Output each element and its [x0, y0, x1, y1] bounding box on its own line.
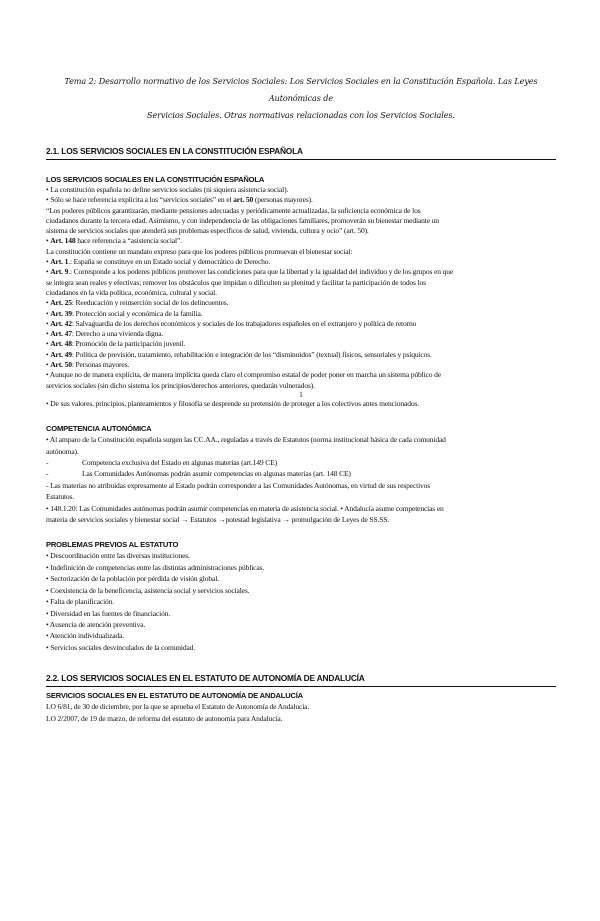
- article-item: • Art. 42: Salvaguardia de los derechos económicos y sociales de los trabajadores españoles en el extranjero y política de retorno: [46, 318, 417, 328]
- paragraph-line: La constitución contiene un mandato expreso para que los poderes públicos promuevan el bienestar social:: [46, 246, 353, 256]
- list-item: • Sectorización de la población por pérdida de visión global.: [46, 574, 219, 584]
- article-item: • Art. 50: Personas mayores.: [46, 360, 130, 370]
- subheading-estatuto-andalucia: SERVICIOS SOCIALES EN EL ESTATUTO DE AUTONOMÍA DE ANDALUCÍA: [46, 691, 303, 701]
- title-line-1: Tema 2: Desarrollo normativo de los Servicios Sociales: Los Servicios Sociales en la Constitución Española. Las Leyes Autonómicas de: [64, 76, 538, 103]
- article-item: • Art. 25: Reeducación y reinserción social de los delincuentes.: [46, 298, 229, 308]
- paragraph-line: LO 6/81, de 30 de diciembre, por la que se aprueba el Estatuto de Autonomía de Andalucía.: [46, 702, 310, 712]
- estatuto-body: [46, 701, 556, 724]
- article-item: • Art. 47: Derecho a una vivienda digna.: [46, 329, 164, 339]
- dash-item: - Competencia exclusiva del Estado en algunas materias (art.149 CE): [46, 458, 277, 468]
- paragraph-line: • 148.1.20: Las Comunidades autónomas podrán asumir competencias en materia de asistencia social. • Andalucía asume competencias en: [46, 503, 444, 513]
- list-item: • Diversidad en las fuentes de financiación.: [46, 608, 171, 618]
- subheading-competencia-autonomica: COMPETENCIA AUTONÓMICA: [46, 424, 152, 434]
- section-heading-2-1: 2.1. LOS SERVICIOS SOCIALES EN LA CONSTITUCIÓN ESPAÑOLA: [46, 146, 556, 160]
- subheading-problemas-previos: PROBLEMAS PREVIOS AL ESTATUTO: [46, 540, 179, 550]
- paragraph-line: • Al amparo de la Constitución española surgen las CC.AA., reguladas a través de Estatutos (norma institucional básica de cada comunidad: [46, 435, 446, 445]
- quote-line: sistema de servicios sociales que atenderá sus problemas específicos de salud, vivienda, cultura y ocio” (art. 50).: [46, 226, 369, 236]
- quote-line: ciudadanos durante la tercera edad. Asimismo, y con independencia de las obligaciones familiares, promoverán su bienestar mediante un: [46, 215, 439, 225]
- section-heading-2-2: 2.2. LOS SERVICIOS SOCIALES EN EL ESTATUTO DE AUTONOMÍA DE ANDALUCÍA: [46, 673, 556, 687]
- list-item: • Descoordinación entre las diversas instituciones.: [46, 551, 190, 561]
- list-item: • Ausencia de atención preventiva.: [46, 619, 146, 629]
- paragraph-line: • Sólo se hace referencia explícita a los “servicios sociales” en el art. 50 (personas mayores).: [46, 195, 313, 205]
- quote-line: “Los poderes públicos garantizarán, mediante pensiones adecuadas y periódicamente actualizadas, la suficiencia económica de los: [46, 205, 421, 215]
- list-item: • Atención individualizada.: [46, 631, 125, 641]
- paragraph-line: • La constitución española no define servicios sociales (ni siquiera asistencia social).: [46, 185, 289, 194]
- paragraph-line: LO 2/2007, de 19 de marzo, de reforma del estatuto de autonomía para Andalucía.: [46, 713, 283, 723]
- paragraph-line: - Las materias no atribuidas expresamente al Estado podrán corresponder a las Comunidades Autónomas, en virtud de sus respectivos: [46, 480, 431, 490]
- article-item: • Art. 9.: Corresponde a los poderes públicos promover las condiciones para que la libertad y la igualdad del individuo y de los grupos en que: [46, 267, 454, 277]
- document-page: [0, 73, 600, 921]
- list-item: • Servicios sociales desvinculados de la comunidad.: [46, 642, 196, 652]
- autonomia-body: [46, 434, 556, 525]
- paragraph-line: servicios sociales (sin dicho sistema los principios/derechos anteriores, quedarán vulnerados).: [46, 380, 315, 390]
- list-item: • Falta de planificación.: [46, 597, 115, 607]
- paragraph-line: • Art. 148 hace referencia a “asistencia social”.: [46, 236, 182, 246]
- paragraph-line: autónoma).: [46, 446, 79, 456]
- paragraph-line: Estatutos.: [46, 492, 75, 502]
- paragraph-line: • Aunque no de manera explícita, de manera implícita queda claro el compromiso estatal de poder poner en marcha un sistema público de: [46, 370, 441, 380]
- article-item: • Art. 39: Protección social y económica de la familia.: [46, 308, 203, 318]
- paragraph-line: se integra sean reales y efectivas; remover los obstáculos que impidan o dificulten su plenitud y facilitar la participación de todos los: [46, 277, 426, 287]
- constitucion-body: [46, 185, 556, 409]
- title-line-2: Servicios Sociales. Otras normativas relacionadas con los Servicios Sociales.: [147, 110, 455, 120]
- page-number: 1: [299, 389, 303, 399]
- subheading-constitucion: LOS SERVICIOS SOCIALES EN LA CONSTITUCIÓN ESPAÑOLA: [46, 175, 265, 184]
- paragraph-line: materia de servicios sociales y bienestar social → Estatutos →potestad legislativa → promulgación de Leyes de SS.SS.: [46, 515, 390, 525]
- paragraph-line: ciudadanos en la vida política, económica, cultural y social.: [46, 287, 217, 297]
- paragraph-line: • De sus valores, principios, planteamientos y filosofía se desprende su pretensión de proteger a los colectivos antes mencionados.: [46, 398, 420, 408]
- list-item: • Indefinición de competencias entre las distintas administraciones públicas.: [46, 562, 265, 572]
- article-item: • Art. 49: Política de previsión, tratamiento, rehabilitación e integración de los “disminuidos” (textual) físicos, sensoriales y psíquicos.: [46, 349, 432, 359]
- problemas-list: [46, 550, 556, 653]
- article-item: • Art. 1.: España se constituye en un Estado social y democrático de Derecho.: [46, 257, 271, 267]
- article-item: • Art. 48: Promoción de la participación juvenil.: [46, 339, 186, 349]
- list-item: • Coexistencia de la beneficencia, asistencia social y servicios sociales.: [46, 585, 250, 595]
- document-title: [46, 73, 556, 124]
- dash-item: - Las Comunidades Autónomas podrán asumir competencias en algunas materias (art. 148 CE): [46, 469, 351, 479]
